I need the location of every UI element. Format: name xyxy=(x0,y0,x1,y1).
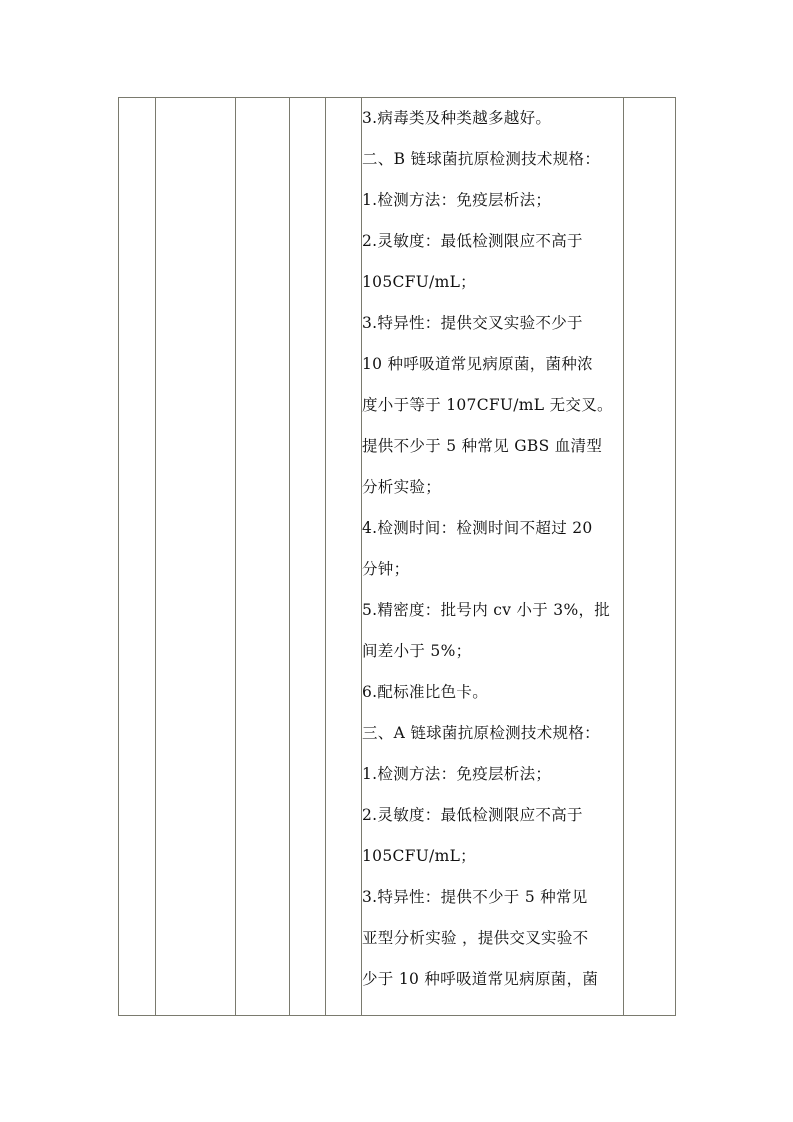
spec-line: 间差小于 5%； xyxy=(362,642,472,660)
spec-line: 分钟； xyxy=(362,560,410,578)
spec-line: 1.检测方法：免疫层析法； xyxy=(362,191,552,209)
spec-line: 2.灵敏度：最低检测限应不高于 xyxy=(362,806,583,824)
spec-line: 提供不少于 5 种常见 GBS 血清型 xyxy=(362,437,603,455)
spec-line: 少于 10 种呼吸道常见病原菌，菌 xyxy=(362,970,599,988)
spec-line: 10 种呼吸道常见病原菌，菌种浓 xyxy=(362,355,593,373)
spec-line: 3.病毒类及种类越多越好。 xyxy=(362,109,552,127)
spec-line: 2.灵敏度：最低检测限应不高于 xyxy=(362,232,583,250)
spec-line: 分析实验； xyxy=(362,478,442,496)
spec-line: 5.精密度：批号内 cv 小于 3%，批 xyxy=(362,601,611,619)
empty-cell-col3 xyxy=(236,98,290,1016)
spec-lines xyxy=(362,98,623,1000)
spec-content-cell xyxy=(362,98,624,1016)
spec-line: 6.配标准比色卡。 xyxy=(362,683,488,701)
spec-line: 亚型分析实验 ，提供交叉实验不 xyxy=(362,929,589,947)
section-heading-gbs: 二、B 链球菌抗原检测技术规格： xyxy=(362,150,601,168)
spec-line: 3.特异性：提供不少于 5 种常见 xyxy=(362,888,588,906)
spec-line: 105CFU/mL； xyxy=(362,847,476,865)
empty-cell-col1 xyxy=(119,98,156,1016)
table-row xyxy=(119,98,676,1016)
empty-cell-col2 xyxy=(156,98,236,1016)
spec-line: 105CFU/mL； xyxy=(362,273,476,291)
spec-line: 3.特异性：提供交叉实验不少于 xyxy=(362,314,583,332)
spec-table xyxy=(118,97,676,1016)
spec-line: 1.检测方法：免疫层析法； xyxy=(362,765,552,783)
empty-cell-col5 xyxy=(326,98,362,1016)
spec-line: 4.检测时间：检测时间不超过 20 xyxy=(362,519,593,537)
spec-line: 度小于等于 107CFU/mL 无交叉。 xyxy=(362,396,613,414)
section-heading-gas: 三、A 链球菌抗原检测技术规格： xyxy=(362,724,600,742)
empty-cell-col7 xyxy=(624,98,676,1016)
empty-cell-col4 xyxy=(290,98,326,1016)
